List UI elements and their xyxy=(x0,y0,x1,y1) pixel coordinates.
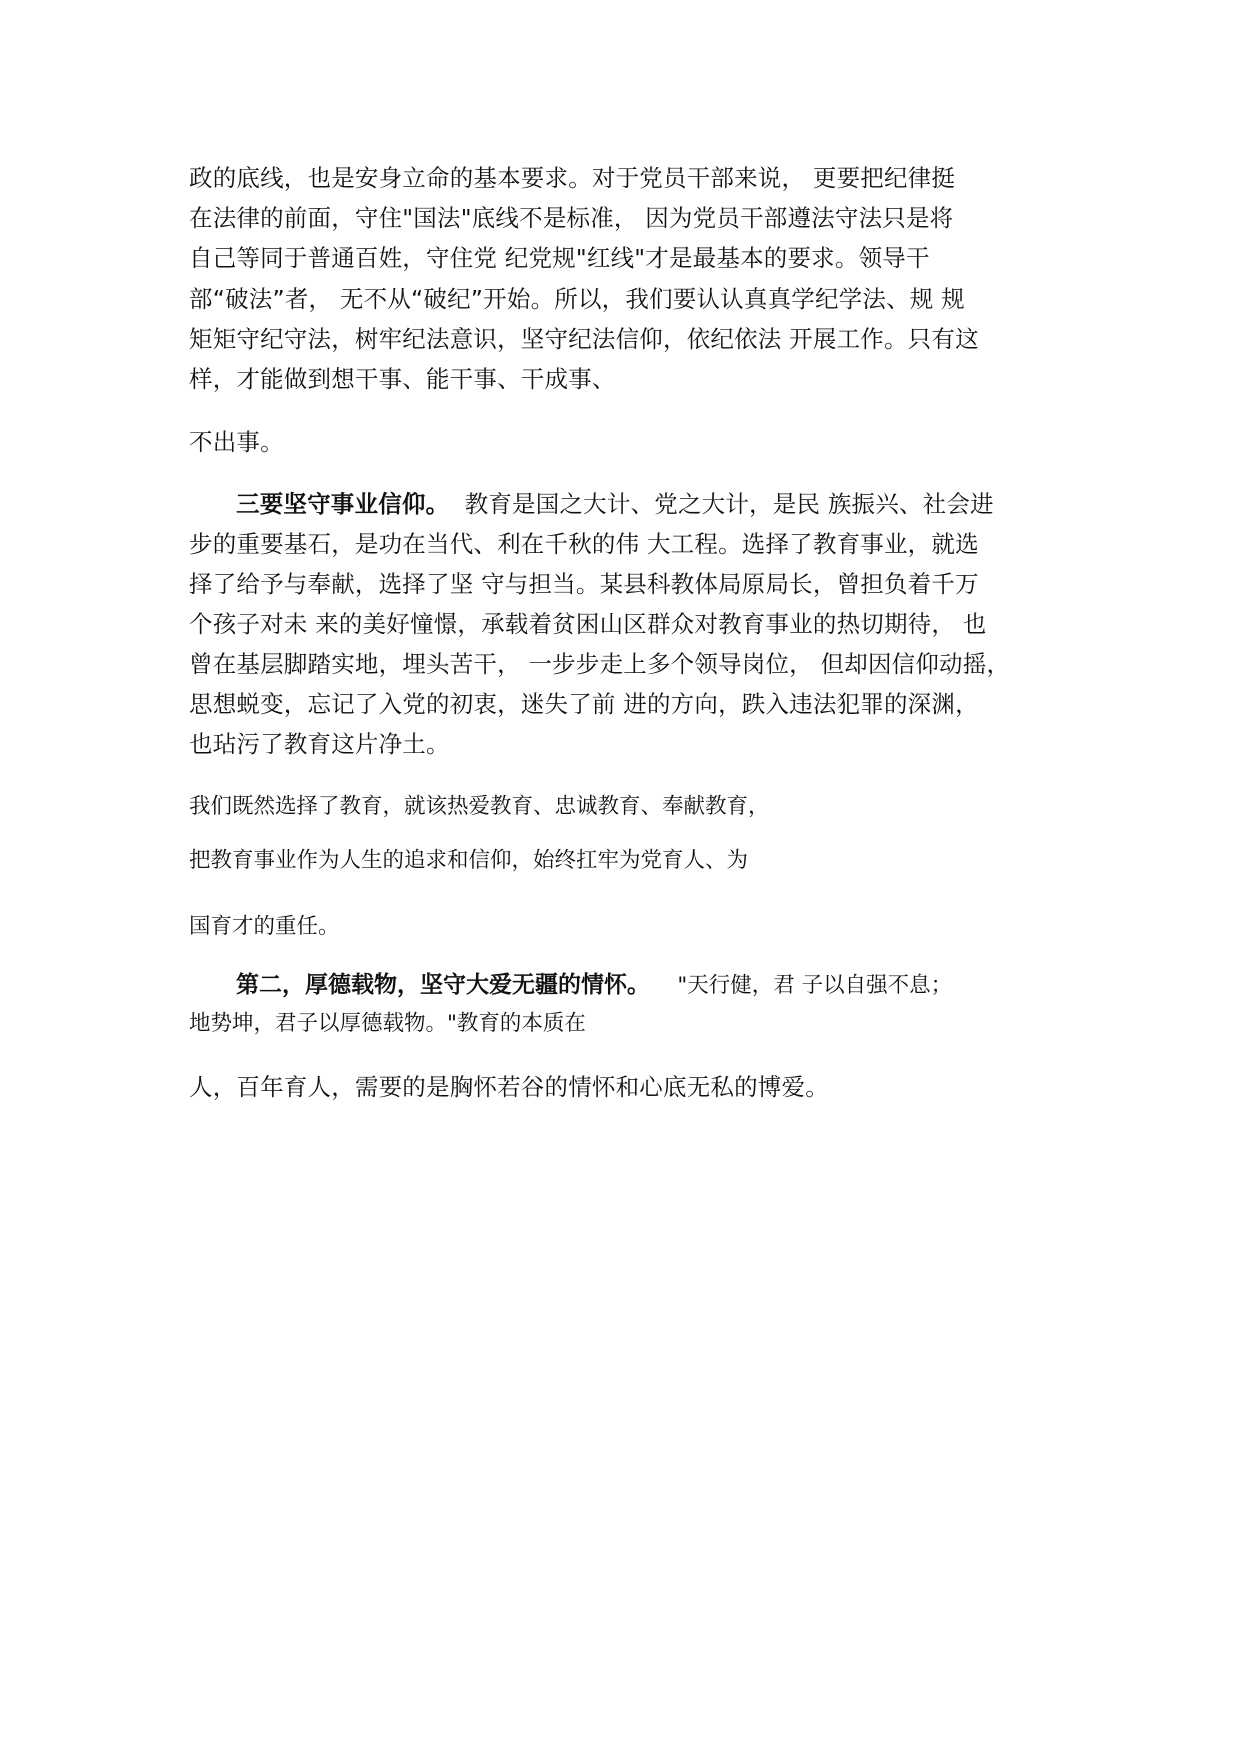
body-text-line: 也玷污了教育这片净土。 xyxy=(189,730,450,758)
body-text-line: 国育才的重任。 xyxy=(189,914,340,939)
body-text-line: 思想蜕变，忘记了入党的初衷，迷失了前 进的方向，跌入违法犯罪的深渊， xyxy=(189,690,979,718)
body-text-line: 曾在基层脚踏实地，埋头苦干， 一步步走上多个领导岗位， 但却因信仰动摇， xyxy=(189,650,1011,678)
body-text-line: 不出事。 xyxy=(189,428,284,456)
section-heading: 三要坚守事业信仰。 xyxy=(236,490,450,518)
body-text-line: 我们既然选择了教育，就该热爱教育、忠诚教育、奉献教育， xyxy=(189,794,770,819)
paragraph-first-line xyxy=(236,970,952,1001)
body-text-line: 自己等同于普通百姓，守住党 纪党规"红线"才是最基本的要求。领导干 xyxy=(189,244,930,272)
body-text-line: 在法律的前面，守住"国法"底线不是标准， 因为党员干部遵法守法只是将 xyxy=(189,204,954,232)
body-text-line: 矩矩守纪守法，树牢纪法意识，坚守纪法信仰，依纪依法 开展工作。只有这 xyxy=(189,325,979,353)
body-text-line: 地势坤，君子以厚德载物。"教育的本质在 xyxy=(189,1011,586,1036)
body-text-line: 把教育事业作为人生的追求和信仰，始终扛牢为党育人、为 xyxy=(189,848,749,873)
body-text-inline: "天行健，君 子以自强不息； xyxy=(677,973,953,998)
body-text-line: 步的重要基石，是功在当代、利在千秋的伟 大工程。选择了教育事业，就选 xyxy=(189,530,979,558)
body-text-inline: 教育是国之大计、党之大计，是民 族振兴、社会进 xyxy=(464,490,994,518)
body-text-line: 政的底线，也是安身立命的基本要求。对于党员干部来说， 更要把纪律挺 xyxy=(189,164,956,192)
body-text-line: 样，才能做到想干事、能干事、干成事、 xyxy=(189,365,616,393)
paragraph-first-line xyxy=(236,489,994,519)
body-text-line: 择了给予与奉献，选择了坚 守与担当。某县科教体局原局长，曾担负着千万 xyxy=(189,570,979,598)
body-text-line: 个孩子对未 来的美好憧憬，承载着贫困山区群众对教育事业的热切期待， 也 xyxy=(189,610,987,638)
section-heading: 第二，厚德载物，坚守大爱无疆的情怀。 xyxy=(236,972,650,998)
body-text-line: 部“破法”者， 无不从“破纪”开始。所以，我们要认认真真学纪学法、规 规 xyxy=(189,285,965,313)
body-text-line: 人，百年育人，需要的是胸怀若谷的情怀和心底无私的博爱。 xyxy=(189,1073,829,1101)
